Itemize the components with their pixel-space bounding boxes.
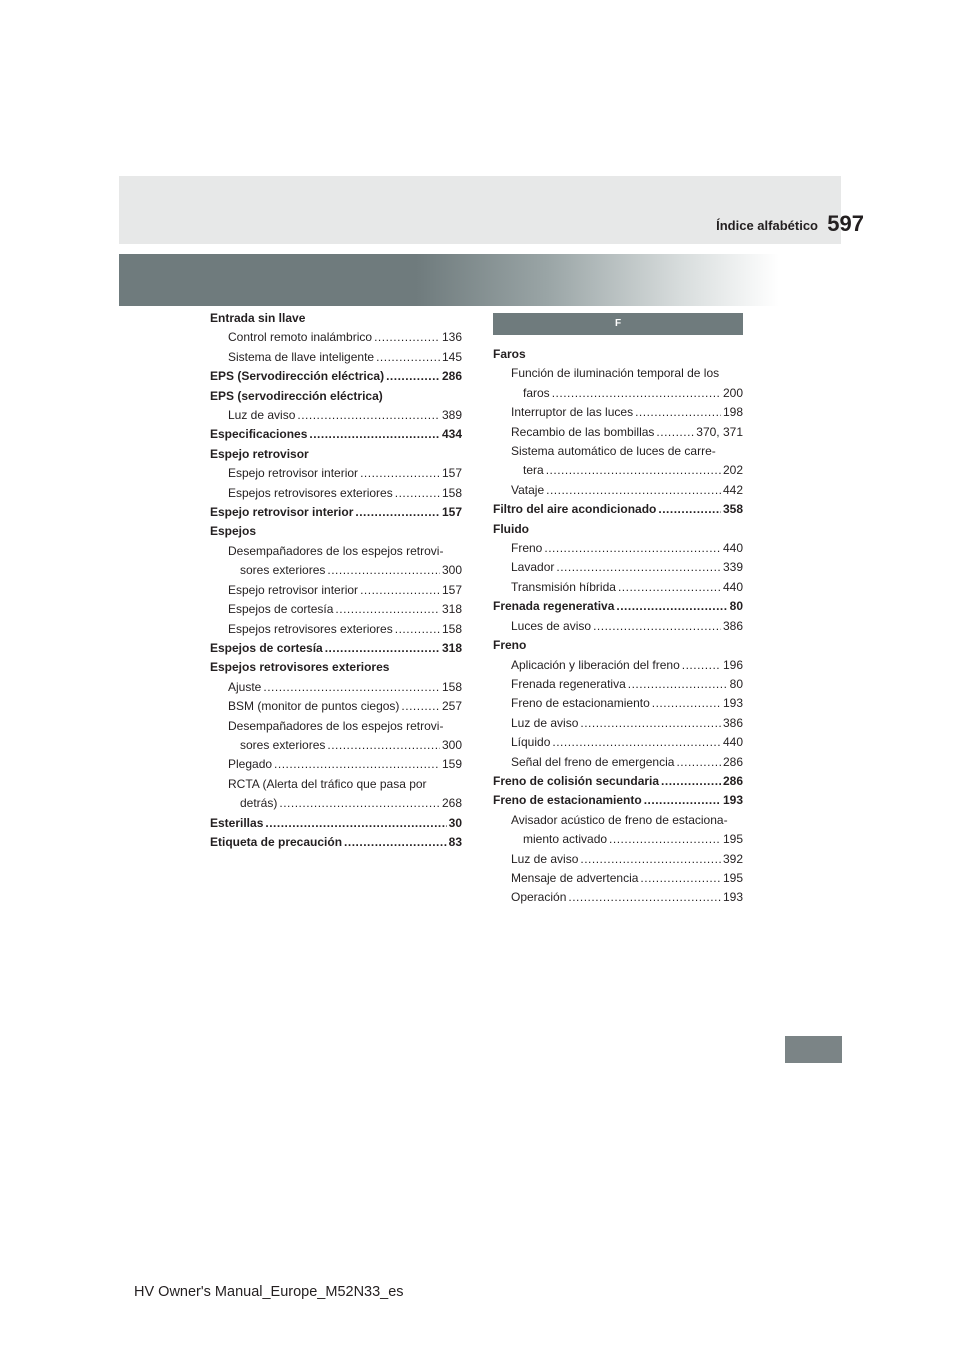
dot-leader xyxy=(376,348,440,367)
dot-leader xyxy=(616,597,727,616)
entry-label: BSM (monitor de puntos ciegos) xyxy=(228,699,400,714)
index-sub-entry xyxy=(210,561,462,580)
dot-leader xyxy=(279,794,440,813)
index-sub-entry xyxy=(493,869,743,888)
index-main-entry xyxy=(210,387,462,406)
dot-leader xyxy=(609,830,721,849)
entry-page-number: 158 xyxy=(441,621,462,636)
entry-label: sores exteriores xyxy=(240,737,326,752)
section-title: Índice alfabético xyxy=(716,218,818,233)
entry-label: Transmisión híbrida xyxy=(511,579,616,594)
entry-label: Frenada regenerativa xyxy=(493,599,615,614)
entry-page-number: 286 xyxy=(441,369,462,384)
entry-label: Espejos xyxy=(210,524,257,539)
index-main-entry xyxy=(493,791,743,810)
index-column-right xyxy=(493,309,743,908)
dot-leader xyxy=(552,733,721,752)
entry-label: Lavador xyxy=(511,560,555,575)
dot-leader xyxy=(360,464,440,483)
dot-leader xyxy=(263,678,440,697)
entry-page-number: 440 xyxy=(722,541,743,556)
index-sub-entry xyxy=(493,888,743,907)
entry-label: Luz de aviso xyxy=(511,851,579,866)
entry-page-number: 83 xyxy=(448,834,462,849)
entry-page-number: 193 xyxy=(722,890,743,905)
index-sub-entry xyxy=(210,581,462,600)
entry-label: Espejo retrovisor interior xyxy=(228,466,359,481)
dot-leader xyxy=(618,578,721,597)
index-main-entry xyxy=(493,636,743,655)
entry-label: Espejos retrovisores exteriores xyxy=(228,485,393,500)
letter-header-f: F xyxy=(493,313,743,335)
entry-page-number: 157 xyxy=(441,582,462,597)
dot-leader xyxy=(580,714,721,733)
entry-label: Espejos de cortesía xyxy=(228,602,334,617)
index-sub-entry xyxy=(493,442,743,461)
dot-leader xyxy=(544,539,721,558)
entry-label: Interruptor de las luces xyxy=(511,405,634,420)
entry-label: sores exteriores xyxy=(240,563,326,578)
entry-page-number: 370, 371 xyxy=(696,424,743,439)
dot-leader xyxy=(546,461,721,480)
index-entries-f xyxy=(493,345,743,908)
dot-leader xyxy=(355,503,440,522)
index-main-entry xyxy=(493,345,743,364)
entry-label: EPS (servodirección eléctrica) xyxy=(210,388,383,403)
entry-page-number: 157 xyxy=(441,505,462,520)
entry-page-number: 30 xyxy=(448,815,462,830)
index-sub-entry xyxy=(210,348,462,367)
index-main-entry xyxy=(210,503,462,522)
index-main-entry xyxy=(493,597,743,616)
entry-label: tera xyxy=(523,463,544,478)
entry-page-number: 157 xyxy=(441,466,462,481)
dot-leader xyxy=(309,425,440,444)
dot-leader xyxy=(395,620,440,639)
entry-label: Freno de estacionamiento xyxy=(511,696,650,711)
entry-page-number: 193 xyxy=(722,793,743,808)
index-sub-entry xyxy=(210,697,462,716)
dot-leader xyxy=(327,736,440,755)
index-sub-entry xyxy=(493,656,743,675)
entry-page-number: 442 xyxy=(722,482,743,497)
index-main-entry xyxy=(210,425,462,444)
index-sub-entry xyxy=(210,678,462,697)
entry-page-number: 286 xyxy=(722,773,743,788)
index-main-entry xyxy=(210,639,462,658)
dot-leader xyxy=(656,423,694,442)
dot-leader xyxy=(401,697,440,716)
entry-page-number: 339 xyxy=(722,560,743,575)
dot-leader xyxy=(635,403,721,422)
index-sub-entry xyxy=(210,794,462,813)
entry-label: Freno de colisión secundaria xyxy=(493,773,660,788)
entry-page-number: 440 xyxy=(722,579,743,594)
entry-page-number: 198 xyxy=(722,405,743,420)
entry-label: Etiqueta de precaución xyxy=(210,834,343,849)
entry-label: Freno xyxy=(493,638,527,653)
dot-leader xyxy=(661,772,721,791)
entry-label: Operación xyxy=(511,890,567,905)
thumb-tab-marker xyxy=(785,1036,842,1063)
entry-label: Espejo retrovisor interior xyxy=(228,582,359,597)
index-sub-entry xyxy=(493,830,743,849)
entry-page-number: 196 xyxy=(722,657,743,672)
index-sub-entry xyxy=(493,753,743,772)
index-sub-entry xyxy=(210,736,462,755)
entry-page-number: 300 xyxy=(441,737,462,752)
index-sub-entry xyxy=(210,755,462,774)
index-main-entry xyxy=(210,658,462,677)
index-main-entry xyxy=(210,309,462,328)
index-sub-entry xyxy=(210,620,462,639)
entry-page-number: 318 xyxy=(441,602,462,617)
entry-page-number: 392 xyxy=(722,851,743,866)
entry-page-number: 257 xyxy=(441,699,462,714)
entry-label: Señal del freno de emergencia xyxy=(511,754,675,769)
entry-label: Faros xyxy=(493,347,526,361)
index-main-entry xyxy=(493,500,743,519)
entry-page-number: 80 xyxy=(729,676,743,691)
dot-leader xyxy=(556,558,721,577)
index-main-entry xyxy=(210,367,462,386)
index-sub-entry xyxy=(493,364,743,383)
index-sub-entry xyxy=(210,484,462,503)
page-header-bar xyxy=(119,176,841,244)
index-sub-entry xyxy=(493,481,743,500)
entry-page-number: 434 xyxy=(441,427,462,442)
dot-leader xyxy=(274,755,440,774)
index-main-entry xyxy=(210,522,462,541)
entry-label: miento activado xyxy=(523,832,608,847)
index-sub-entry xyxy=(493,578,743,597)
index-main-entry xyxy=(210,814,462,833)
dot-leader xyxy=(682,656,721,675)
dot-leader xyxy=(386,367,440,386)
dot-leader xyxy=(593,617,721,636)
entry-label: Filtro del aire acondicionado xyxy=(493,502,657,517)
entry-page-number: 386 xyxy=(722,715,743,730)
dot-leader xyxy=(644,791,721,810)
entry-page-number: 440 xyxy=(722,735,743,750)
entry-label: Vataje xyxy=(511,482,545,497)
entry-label: Desempañadores de los espejos retrovi- xyxy=(228,718,444,733)
entry-label: Esterillas xyxy=(210,815,264,830)
index-sub-entry xyxy=(210,406,462,425)
entry-page-number: 195 xyxy=(722,832,743,847)
index-sub-entry xyxy=(493,539,743,558)
entry-label: Espejo retrovisor interior xyxy=(210,505,354,520)
entry-page-number: 358 xyxy=(722,502,743,517)
entry-label: Espejos de cortesía xyxy=(210,640,323,655)
index-sub-entry xyxy=(493,461,743,480)
entry-label: Ajuste xyxy=(228,679,262,694)
dot-leader xyxy=(580,850,721,869)
index-sub-entry xyxy=(210,717,462,736)
entry-label: Aplicación y liberación del freno xyxy=(511,657,680,672)
index-sub-entry xyxy=(210,328,462,347)
entry-page-number: 195 xyxy=(722,870,743,885)
index-sub-entry xyxy=(493,811,743,830)
index-sub-entry xyxy=(493,403,743,422)
dot-leader xyxy=(395,484,440,503)
entry-label: Líquido xyxy=(511,735,551,750)
dot-leader xyxy=(360,581,440,600)
entry-page-number: 136 xyxy=(441,330,462,345)
index-main-entry xyxy=(493,520,743,539)
index-sub-entry xyxy=(493,384,743,403)
index-sub-entry xyxy=(493,694,743,713)
dot-leader xyxy=(327,561,440,580)
entry-page-number: 193 xyxy=(722,696,743,711)
entry-label: faros xyxy=(523,385,550,400)
entry-page-number: 389 xyxy=(441,408,462,423)
entry-page-number: 158 xyxy=(441,485,462,500)
entry-label: Luces de aviso xyxy=(511,618,592,633)
entry-page-number: 386 xyxy=(722,618,743,633)
entry-label: Sistema automático de luces de carre- xyxy=(511,444,716,459)
entry-label: EPS (Servodirección eléctrica) xyxy=(210,369,385,384)
dot-leader xyxy=(546,481,721,500)
entry-page-number: 145 xyxy=(441,349,462,364)
index-sub-entry xyxy=(493,558,743,577)
dot-leader xyxy=(325,639,440,658)
dot-leader xyxy=(552,384,721,403)
entry-label: Plegado xyxy=(228,757,273,772)
entry-label: Recambio de las bombillas xyxy=(511,424,655,439)
entry-label: Espejos retrovisores exteriores xyxy=(210,660,390,675)
entry-page-number: 300 xyxy=(441,563,462,578)
entry-page-number: 268 xyxy=(441,796,462,811)
entry-label: Función de iluminación temporal de los xyxy=(511,366,720,381)
index-sub-entry xyxy=(493,675,743,694)
dot-leader xyxy=(297,406,440,425)
entry-label: detrás) xyxy=(240,796,278,811)
dot-leader xyxy=(640,869,721,888)
decorative-gradient-band xyxy=(119,254,779,306)
entry-label: Especificaciones xyxy=(210,427,308,442)
index-sub-entry xyxy=(210,542,462,561)
dot-leader xyxy=(374,328,440,347)
dot-leader xyxy=(568,888,721,907)
index-main-entry xyxy=(493,772,743,791)
entry-label: Desempañadores de los espejos retrovi- xyxy=(228,543,444,558)
footer-manual-name: HV Owner's Manual_Europe_M52N33_es xyxy=(134,1284,404,1300)
entry-label: Espejo retrovisor xyxy=(210,446,309,461)
index-sub-entry xyxy=(493,423,743,442)
index-sub-entry xyxy=(493,733,743,752)
index-sub-entry xyxy=(210,775,462,794)
entry-label: Freno xyxy=(511,541,543,556)
entry-label: Freno de estacionamiento xyxy=(493,793,642,808)
index-sub-entry xyxy=(493,617,743,636)
entry-label: Control remoto inalámbrico xyxy=(228,330,373,345)
dot-leader xyxy=(652,694,721,713)
entry-label: Frenada regenerativa xyxy=(511,676,626,691)
entry-label: Entrada sin llave xyxy=(210,311,306,325)
entry-page-number: 159 xyxy=(441,757,462,772)
index-column-left xyxy=(210,309,462,852)
entry-page-number: 202 xyxy=(722,463,743,478)
index-main-entry xyxy=(210,445,462,464)
entry-page-number: 80 xyxy=(729,599,743,614)
entry-page-number: 158 xyxy=(441,679,462,694)
entry-label: Mensaje de advertencia xyxy=(511,870,639,885)
page-number: 597 xyxy=(827,211,864,236)
index-main-entry xyxy=(210,833,462,852)
entry-label: Luz de aviso xyxy=(511,715,579,730)
index-sub-entry xyxy=(493,714,743,733)
entry-label: Avisador acústico de freno de estaciona- xyxy=(511,812,728,827)
entry-label: Fluido xyxy=(493,521,529,536)
entry-label: Luz de aviso xyxy=(228,408,296,423)
index-sub-entry xyxy=(210,600,462,619)
dot-leader xyxy=(658,500,721,519)
entry-label: RCTA (Alerta del tráfico que pasa por xyxy=(228,776,427,791)
index-sub-entry xyxy=(493,850,743,869)
entry-page-number: 318 xyxy=(441,640,462,655)
dot-leader xyxy=(344,833,447,852)
entry-label: Sistema de llave inteligente xyxy=(228,349,375,364)
dot-leader xyxy=(676,753,721,772)
entry-label: Espejos retrovisores exteriores xyxy=(228,621,393,636)
entry-page-number: 200 xyxy=(722,385,743,400)
entry-page-number: 286 xyxy=(722,754,743,769)
dot-leader xyxy=(335,600,440,619)
dot-leader xyxy=(628,675,728,694)
index-sub-entry xyxy=(210,464,462,483)
dot-leader xyxy=(265,814,446,833)
